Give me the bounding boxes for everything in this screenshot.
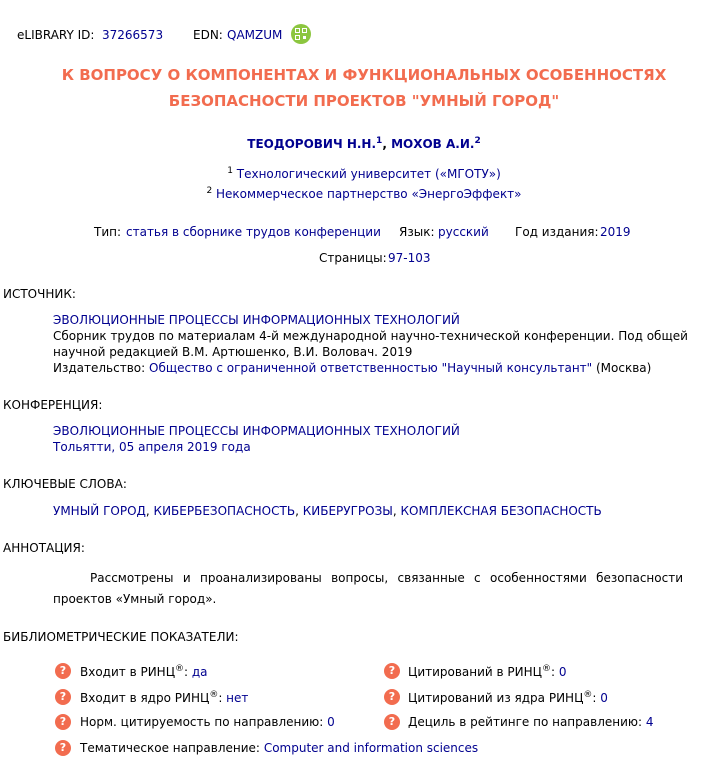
article-title-line2: БЕЗОПАСНОСТИ ПРОЕКТОВ "УМНЫЙ ГОРОД" (168, 92, 560, 110)
keyword-link[interactable]: КОМПЛЕКСНАЯ БЕЗОПАСНОСТЬ (400, 504, 602, 518)
theme-label: Тематическое направление: (80, 741, 260, 755)
edn-value[interactable]: QAMZUM (227, 28, 283, 42)
theme-value[interactable]: Computer and information sciences (263, 741, 479, 755)
publisher-city: (Москва) (596, 361, 652, 375)
annotation-heading: АННОТАЦИЯ: (3, 541, 85, 555)
conference-title-link[interactable]: ЭВОЛЮЦИОННЫЕ ПРОЦЕССЫ ИНФОРМАЦИОННЫХ ТЕХНОЛОГИЙ (53, 424, 460, 438)
edn-label: EDN: (193, 28, 223, 42)
elibrary-id-value[interactable]: 37266573 (102, 28, 164, 42)
rinc-label: Входит в РИНЦ (80, 665, 176, 679)
language-value[interactable]: русский (438, 225, 489, 239)
pages-label: Страницы: (319, 251, 387, 265)
language-label: Язык: (399, 225, 435, 239)
citations-value: 0 (558, 665, 567, 679)
affiliation-sup: 2 (206, 186, 213, 196)
citations-label: Цитирований в РИНЦ (408, 665, 542, 679)
source-description-line1: Сборник трудов по материалам 4-й международной научно-технической конференции. Под общей (53, 329, 688, 343)
type-value[interactable]: статья в сборнике трудов конференции (126, 225, 381, 239)
decile-row (408, 715, 654, 729)
qr-code-icon[interactable] (291, 24, 311, 44)
help-icon[interactable]: ? (55, 689, 71, 705)
help-icon[interactable]: ? (384, 714, 400, 730)
annotation-text: Рассмотрены и проанализированы вопросы, связанные с особенностями безопасности проектов «Умный город». (53, 571, 683, 606)
norm-citation-label: Норм. цитируемость по направлению: (80, 715, 324, 729)
help-icon[interactable]: ? (55, 740, 71, 756)
keywords-list: УМНЫЙ ГОРОД, КИБЕРБЕЗОПАСНОСТЬ, КИБЕРУГРОЗЫ, КОМПЛЕКСНАЯ БЕЗОПАСНОСТЬ (53, 504, 602, 518)
norm-citation-value: 0 (327, 715, 335, 729)
conference-place-date: Тольятти, 05 апреля 2019 года (53, 440, 251, 454)
keyword-link[interactable]: КИБЕРБЕЗОПАСНОСТЬ (153, 504, 296, 518)
help-icon[interactable]: ? (55, 663, 71, 679)
help-icon[interactable]: ? (55, 714, 71, 730)
decile-label: Дециль в рейтинге по направлению: (408, 715, 643, 729)
affiliation-link[interactable]: Некоммерческое партнерство «ЭнергоЭффект» (216, 187, 522, 201)
rinc-core-row: Входит в ядро РИНЦ®: нет (80, 690, 249, 705)
author-link[interactable]: МОХОВ А.И. (391, 137, 475, 151)
core-citations-label: Цитирований из ядра РИНЦ (408, 691, 584, 705)
affiliation-link[interactable]: Технологический университет («МГОТУ») (236, 167, 501, 181)
article-title-line1: К ВОПРОСУ О КОМПОНЕНТАХ И ФУНКЦИОНАЛЬНЫХ ОСОБЕННОСТЯХ (61, 66, 667, 84)
year-value[interactable]: 2019 (600, 225, 631, 239)
keywords-heading: КЛЮЧЕВЫЕ СЛОВА: (3, 477, 127, 491)
keyword-link[interactable]: КИБЕРУГРОЗЫ (302, 504, 393, 518)
authors-line: ТЕОДОРОВИЧ Н.Н.$^1$, МОХОВ А.И.$^2$ (247, 136, 481, 151)
conference-heading: КОНФЕРЕНЦИЯ: (3, 398, 103, 412)
source-description-line2: научной редакцией В.М. Артюшенко, В.И. Воловач. 2019 (53, 345, 413, 359)
core-citations-value: 0 (600, 691, 608, 705)
help-icon[interactable]: ? (384, 689, 400, 705)
publisher-line (53, 361, 651, 375)
rinc-row: Входит в РИНЦ®: да (80, 664, 208, 679)
author-sup: 2 (474, 136, 481, 146)
author-link[interactable]: ТЕОДОРОВИЧ Н.Н. (247, 137, 377, 151)
keyword-link[interactable]: УМНЫЙ ГОРОД (53, 504, 146, 518)
affiliation-2 (0, 186, 728, 201)
rinc-core-value: нет (226, 691, 249, 705)
publisher-label: Издательство: (53, 361, 146, 375)
author-sup: 1 (376, 136, 383, 146)
decile-value: 4 (645, 715, 654, 729)
source-heading: ИСТОЧНИК: (3, 287, 76, 301)
core-citations-row: Цитирований из ядра РИНЦ®: 0 (408, 690, 608, 705)
norm-citation-row (80, 715, 335, 729)
rinc-core-label: Входит в ядро РИНЦ (80, 691, 210, 705)
bibliometrics-heading: БИБЛИОМЕТРИЧЕСКИЕ ПОКАЗАТЕЛИ: (3, 630, 239, 644)
rinc-value: да (191, 665, 208, 679)
affiliation-1 (0, 166, 728, 181)
year-label: Год издания: (515, 225, 599, 239)
help-icon[interactable]: ? (384, 663, 400, 679)
type-label: Тип: (94, 225, 122, 239)
theme-row (80, 741, 478, 755)
citations-row: Цитирований в РИНЦ®: 0 (408, 664, 567, 679)
pages-value: 97-103 (388, 251, 431, 265)
source-title-link[interactable]: ЭВОЛЮЦИОННЫЕ ПРОЦЕССЫ ИНФОРМАЦИОННЫХ ТЕХНОЛОГИЙ (53, 313, 460, 327)
publisher-link[interactable]: Общество с ограниченной ответственностью "Научный консультант" (149, 361, 593, 375)
affiliation-sup: 1 (227, 166, 233, 176)
elibrary-id-label: eLIBRARY ID: (17, 28, 95, 42)
